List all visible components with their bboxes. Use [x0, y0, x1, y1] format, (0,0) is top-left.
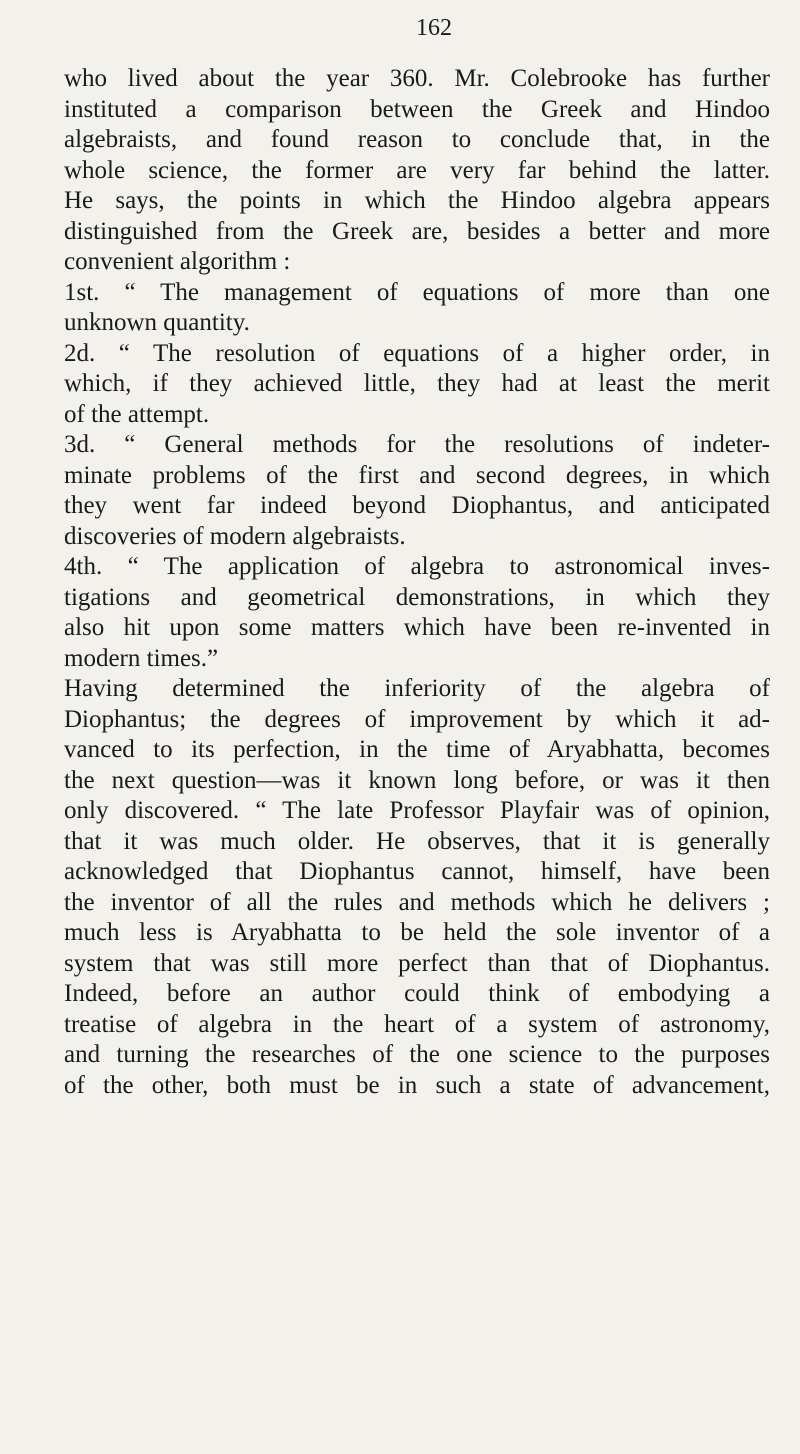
text-line: minate problems of the first and second degrees, in which — [64, 461, 770, 489]
text-line: 1st. “ The management of equations of more than one — [64, 278, 770, 306]
text-line: vanced to its perfection, in the time of Aryabhatta, becomes — [64, 736, 770, 763]
text-line: whole science, the former are very far behind the latter. — [64, 156, 770, 184]
text-line: distinguished from the Greek are, besides a better and more — [64, 217, 770, 245]
text-line: only discovered. “ The late Professor Playfair was of opinion, — [64, 797, 770, 824]
text-line: modern times.” — [64, 644, 219, 672]
text-line: of the other, both must be in such a state of advancement, — [64, 1071, 770, 1099]
book-page — [64, 12, 770, 1101]
text-line: discoveries of modern algebraists. — [64, 522, 406, 550]
text-line: convenient algorithm : — [64, 248, 291, 275]
text-line: 4th. “ The application of algebra to astronomical inves- — [64, 553, 770, 580]
text-line: acknowledged that Diophantus cannot, himself, have been — [64, 858, 770, 885]
text-line: He says, the points in which the Hindoo algebra appears — [64, 187, 770, 214]
text-line: the inventor of all the rules and methods which he delivers ; — [64, 888, 770, 916]
text-line: tigations and geometrical demonstrations, in which they — [64, 583, 770, 611]
text-line: they went far indeed beyond Diophantus, and anticipated — [64, 492, 770, 519]
text-line: system that was still more perfect than that of Diophantus. — [64, 949, 770, 977]
text-line: 2d. “ The resolution of equations of a higher order, in — [64, 339, 770, 367]
text-line: Having determined the inferiority of the algebra of — [64, 675, 770, 702]
text-line: instituted a comparison between the Greek and Hindoo — [64, 95, 770, 123]
text-line: Indeed, before an author could think of embodying a — [64, 980, 770, 1007]
text-line: unknown quantity. — [64, 309, 250, 336]
text-line: who lived about the year 360. Mr. Colebrooke has further — [64, 65, 770, 92]
text-line: Diophantus; the degrees of improvement by which it ad- — [64, 705, 770, 733]
text-line: and turning the researches of the one science to the purposes — [64, 1041, 770, 1068]
text-line: treatise of algebra in the heart of a system of astronomy, — [64, 1010, 770, 1038]
text-line: 3d. “ General methods for the resolutions of indeter- — [64, 431, 770, 458]
page-number: 162 — [416, 15, 452, 41]
text-line: the next question—was it known long before, or was it then — [64, 766, 770, 794]
text-line: also hit upon some matters which have been re-invented in — [64, 614, 770, 641]
text-line: of the attempt. — [64, 400, 210, 428]
text-line: that it was much older. He observes, that it is generally — [64, 827, 770, 855]
text-line: algebraists, and found reason to conclude that, in the — [64, 126, 770, 153]
text-line: much less is Aryabhatta to be held the sole inventor of a — [64, 919, 770, 946]
text-line: which, if they achieved little, they had at least the merit — [64, 370, 770, 397]
body-text — [64, 64, 770, 1101]
